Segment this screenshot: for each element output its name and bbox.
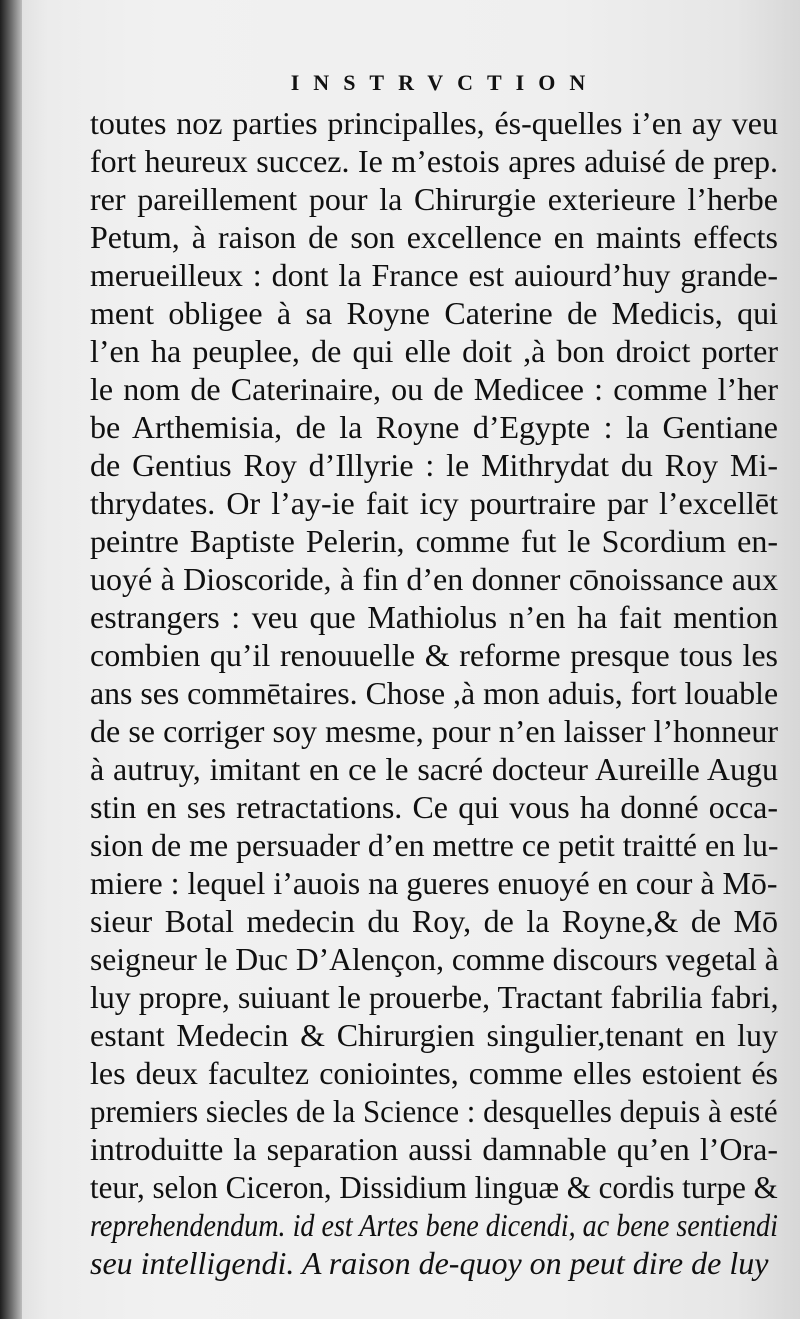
text-line: ment obligee à sa Royne Caterine de Medicis, qui	[90, 295, 778, 331]
text-line: seu intelligendi. A raison de-quoy on peut dire de luy	[90, 1245, 769, 1281]
text-line: seigneur le Duc D’Alençon, comme discours vegetal à	[90, 941, 779, 977]
text-line: thrydates. Or l’ay-ie fait icy pourtraire par l’excellēt	[90, 485, 778, 521]
binding-gutter	[0, 0, 22, 1319]
text-line: reprehendendum. id est Artes bene dicendi, ac bene sentiendi	[90, 1207, 778, 1243]
text-lines	[90, 104, 778, 1282]
text-line: estrangers : veu que Mathiolus n’en ha fait mention	[90, 599, 778, 635]
text-line: peintre Baptiste Pelerin, comme fut le Scordium en-	[90, 523, 778, 559]
text-line: teur, selon Ciceron, Dissidium linguæ & cordis turpe &	[90, 1169, 778, 1205]
text-line: à autruy, imitant en ce le sacré docteur Aureille Augu	[90, 751, 778, 787]
text-line: miere : lequel i’auois na gueres enuoyé en cour à Mō-	[90, 865, 778, 901]
text-line: Petum, à raison de son excellence en maints effects	[90, 219, 778, 255]
text-line: estant Medecin & Chirurgien singulier,tenant en luy	[90, 1017, 778, 1053]
text-line: merueilleux : dont la France est auiourd’huy grande-	[90, 257, 778, 293]
text-line: premiers siecles de la Science : desquelles depuis à esté	[90, 1093, 778, 1129]
text-line: l’en ha peuplee, de qui elle doit ,à bon droict porter	[90, 333, 778, 369]
body-text	[90, 104, 778, 1282]
text-line: be Arthemisia, de la Royne d’Egypte : la Gentiane	[90, 409, 778, 445]
text-line: toutes noz parties principalles, és-quelles i’en ay veu	[90, 105, 778, 141]
running-head: INSTRVCTION	[290, 70, 600, 95]
text-line: le nom de Caterinaire, ou de Medicee : comme l’her	[90, 371, 778, 407]
text-line: sion de me persuader d’en mettre ce petit traitté en lu-	[90, 827, 779, 863]
text-line: ans ses commētaires. Chose ,à mon aduis, fort louable	[90, 675, 779, 711]
text-line: de Gentius Roy d’Illyrie : le Mithrydat du Roy Mi-	[90, 447, 778, 483]
text-line: introduitte la separation aussi damnable qu’en l’Ora-	[90, 1131, 778, 1167]
text-line: rer pareillement pour la Chirurgie exterieure l’herbe	[90, 181, 778, 217]
text-line: uoyé à Dioscoride, à fin d’en donner cōnoissance aux	[90, 561, 778, 597]
text-line: combien qu’il renouuelle & reforme presque tous les	[90, 637, 778, 673]
text-line: sieur Botal medecin du Roy, de la Royne,& de Mō	[90, 903, 778, 939]
text-line: de se corriger soy mesme, pour n’en laisser l’honneur	[90, 713, 778, 749]
text-line: les deux facultez coniointes, comme elles estoient és	[90, 1055, 778, 1091]
text-line: stin en ses retractations. Ce qui vous ha donné occa-	[90, 789, 778, 825]
text-line: fort heureux succez. Ie m’estois apres aduisé de prep.	[90, 143, 778, 179]
text-line: luy propre, suiuant le prouerbe, Tractant fabrilia fabri,	[90, 979, 779, 1015]
